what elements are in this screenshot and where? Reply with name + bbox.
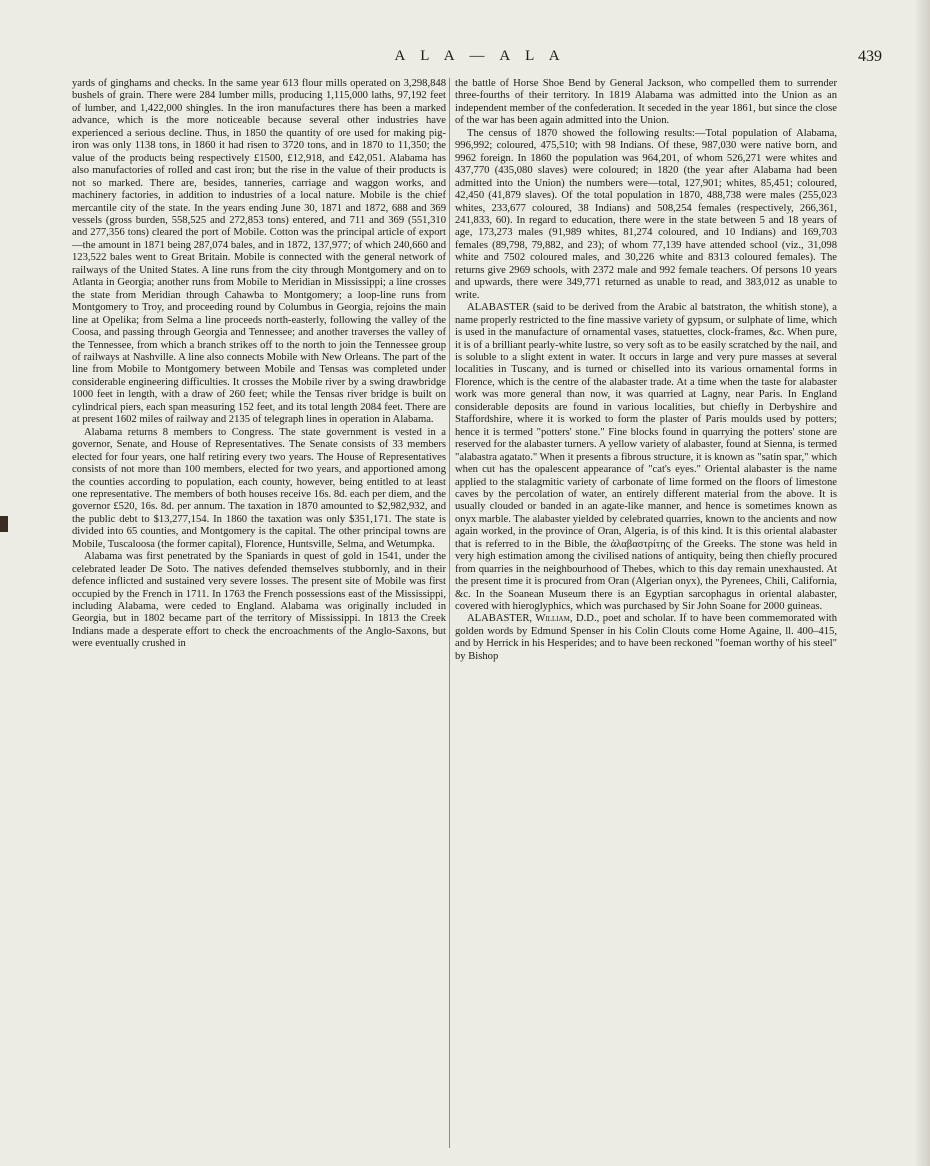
entry-william-body: poet and scholar. If to have been commemorated with golden words by Edmund Spenser in his Colin Clouts come Home Againe, ll. 400–415, and by Herrick in his Hesperides; and to have been reckoned "foeman worthy of his steel" by Bishop	[455, 613, 837, 662]
left-column	[72, 78, 446, 1148]
paragraph-history: Alabama was first penetrated by the Spaniards in quest of gold in 1541, under the celebrated leader De Soto. The natives defended themselves stubbornly, and in their defence inflicted and sustained very severe losses. The present site of Mobile was first occupied by the French in 1711. In 1763 the French possessions east of the Mississippi, including Alabama, were ceded to England. Alabama was originally included in Georgia, but in 1802 became part of the territory of Mississippi. In 1813 the Creek Indians made a desperate effort to check the encroachments of the Anglo-Saxons, but were eventually crushed in	[72, 551, 446, 650]
entry-alabaster-body: (said to be derived from the Arabic al batstraton, the whitish stone), a name properly restricted to the fine massive variety of gypsum, or sulphate of lime, which is used in the manufacture of ornamental vases, statuettes, clock-frames, &c. When pure, it is of a brilliant pearly-white lustre, so very soft as to be easily scratched by the nail, and is soluble to a slight extent in water. It occurs in large and very pure masses at several localities in Tuscany, and is turned or chiselled into its various ornamental forms in Florence, which is the centre of the alabaster trade. At a time when the taste for alabaster work was more general than now, it was quarried at Lagny, near Paris. In England considerable deposits are found in various localities, but chiefly in Derbyshire and Staffordshire, where it is worked to form the plaster of Paris moulds used by potters; hence it is termed "potters' stone." Fine blocks found in quarrying the potters' stone are reserved for the alabaster turners. A yellow variety of alabaster, found at Sienna, is termed "alabastra agatato." When it presents a fibrous structure, it is known as "satin spar," which when cut has the opalescent appearance of "cat's eyes." Oriental alabaster is the name applied to the stalagmitic variety of carbonate of lime formed on the floors of limestone caves by the percolation of water, an entirely different material from the above. It is usually clouded or banded in an agate-like manner, and hence is sometimes known as onyx marble. The alabaster yielded by celebrated quarries, known to the ancients and now again worked, in the province of Oran, Algeria, is of this kind. It is this oriental alabaster that is referred to in the Bible, the ἀλαβαστρίτης of the Greeks. The stone was held in very high estimation among the civilised nations of antiquity, being then chiefly procured from quarries in the neighbourhood of Thebes, which to this day remain unexhausted. At the present time it is procured from Oran (Algerian onyx), the Pyrenees, Chili, California, &c. In the Soanean Museum there is an Egyptian sarcophagus in oriental alabaster, covered with hieroglyphics, which was purchased by Sir John Soane for 2000 guineas.	[455, 302, 837, 613]
entry-alabaster-heading: ALABASTER	[467, 302, 530, 314]
page-edge-shadow	[914, 0, 930, 1166]
binding-mark	[0, 516, 8, 532]
column-divider	[449, 78, 450, 1148]
paragraph-census: The census of 1870 showed the following results:—Total population of Alabama, 996,992; coloured, 475,510; with 98 Indians. Of these, 987,030 were native born, and 9962 foreign. In 1860 the population was 964,201, of whom 526,271 were whites and 437,770 (435,080 slaves) were coloured; in 1820 (the year after Alabama had been admitted into the Union) the numbers were—total, 127,901; whites, 85,451; coloured, 42,450 (41,879 slaves). Of the total population in 1870, 488,738 were males (255,023 whites, 233,677 coloured, 38 Indians) and 508,254 females (respectively, 266,361, 241,833, 60). In regard to education, there were in the state between 5 and 18 years of age, 173,273 males (91,989 whites, 81,274 coloured, and 10 Indians) and 169,703 females (89,798, 79,882, and 23); of whom 77,139 have attended school (viz., 31,098 white and 7502 coloured males, and 30,226 white and 8313 coloured females). The returns give 2969 schools, with 2372 male and 992 female teachers. Of persons 10 years and upwards, there were 349,771 returned as unable to read, and 383,012 as unable to write.	[455, 127, 837, 301]
paragraph-industry-transport: yards of ginghams and checks. In the same year 613 flour mills operated on 3,298,848 bushels of grain. There were 284 lumber mills, producing 1,115,000 laths, 97,192 feet of lumber, and 1,422,000 shingles. In the iron manufactures there has been a marked advance, which is the more noticeable because several other industries have experienced a serious decline. Thus, in 1850 the quantity of ore used for making pig-iron was only 1138 tons, in 1860 it had risen to 3720 tons, and in 1870 to 11,350; the value of the products being respectively £1500, £12,918, and £42,051. Alabama has also manufactories of rolled and cast iron; but the rise in the value of their products is not so marked. There are, besides, tanneries, carriage and waggon works, and machinery factories, in addition to industries of a local nature. Mobile is the chief mercantile city of the state. In the years ending June 30, 1871 and 1872, 688 and 369 vessels (gross burden, 558,525 and 272,853 tons) entered, and 711 and 369 (551,310 and 277,356 tons) cleared the port of Mobile. Cotton was the principal article of export—the amount in 1871 being 287,074 bales, and in 1872, 137,977; of which 240,660 and 123,522 bales went to Great Britain. Mobile is connected with the general network of railways of the United States. A line runs from the city through Montgomery and on to Atlanta in Georgia; another runs from Mobile to Meridian in Mississippi; a line crosses the state from Meridian through Cahawba to Montgomery; a loop-line runs from Montgomery to Troy, and proceeding round by Columbus in Georgia, rejoins the main line at Opelika; from Selma a line proceeds north-easterly, following the valley of the Coosa, and passing through Georgia and Tennessee; and another traverses the valley of the Tennessee, from which a branch strikes off to the north to join the Tennessee group of railways at Nashville. A line also connects Mobile with New Orleans. The part of the line from Mobile to Montgomery between Mobile and Tensas was completed under considerable engineering difficulties. It crosses the Mobile river by a swing drawbridge 1000 feet in length, with a draw of 260 feet; while the Tensas river bridge is built on cylindrical piers, each span measuring 152 feet, and its total length 2084 feet. There are at present 1602 miles of railway and 2135 of telegraph lines in operation in Alabama.	[72, 78, 446, 426]
entry-william-heading: ALABASTER, William, D.D.,	[467, 613, 600, 625]
right-column	[455, 78, 837, 1148]
page-number: 439	[858, 48, 882, 65]
page-header	[60, 48, 900, 78]
running-head: A L A — A L A	[394, 48, 566, 64]
entry-alabaster-william	[455, 613, 837, 663]
entry-alabaster	[455, 302, 837, 613]
paragraph-history-continued: the battle of Horse Shoe Bend by General Jackson, who compelled them to surrender three-fourths of their territory. In 1819 Alabama was admitted into the Union as an independent member of the confederation. It seceded in the year 1861, but since the close of the war has been again admitted into the Union.	[455, 78, 837, 127]
paragraph-government: Alabama returns 8 members to Congress. The state government is vested in a governor, Senate, and House of Representatives. The Senate consists of 33 members elected for four years, one half retiring every two years. The House of Representatives consists of not more than 100 members, elected for two years, and apportioned among the counties according to population, each county, however, being entitled to at least one representative. The members of both houses receive 16s. 8d. each per diem, and the governor £520, 16s. 8d. per annum. The taxation in 1870 amounted to $2,982,932, and the public debt to $13,277,154. In 1860 the taxation was only $351,171. The state is divided into 65 counties, and Montgomery is the capital. The other principal towns are Mobile, Tuscaloosa (the former capital), Florence, Huntsville, Selma, and Wetumpka.	[72, 426, 446, 550]
